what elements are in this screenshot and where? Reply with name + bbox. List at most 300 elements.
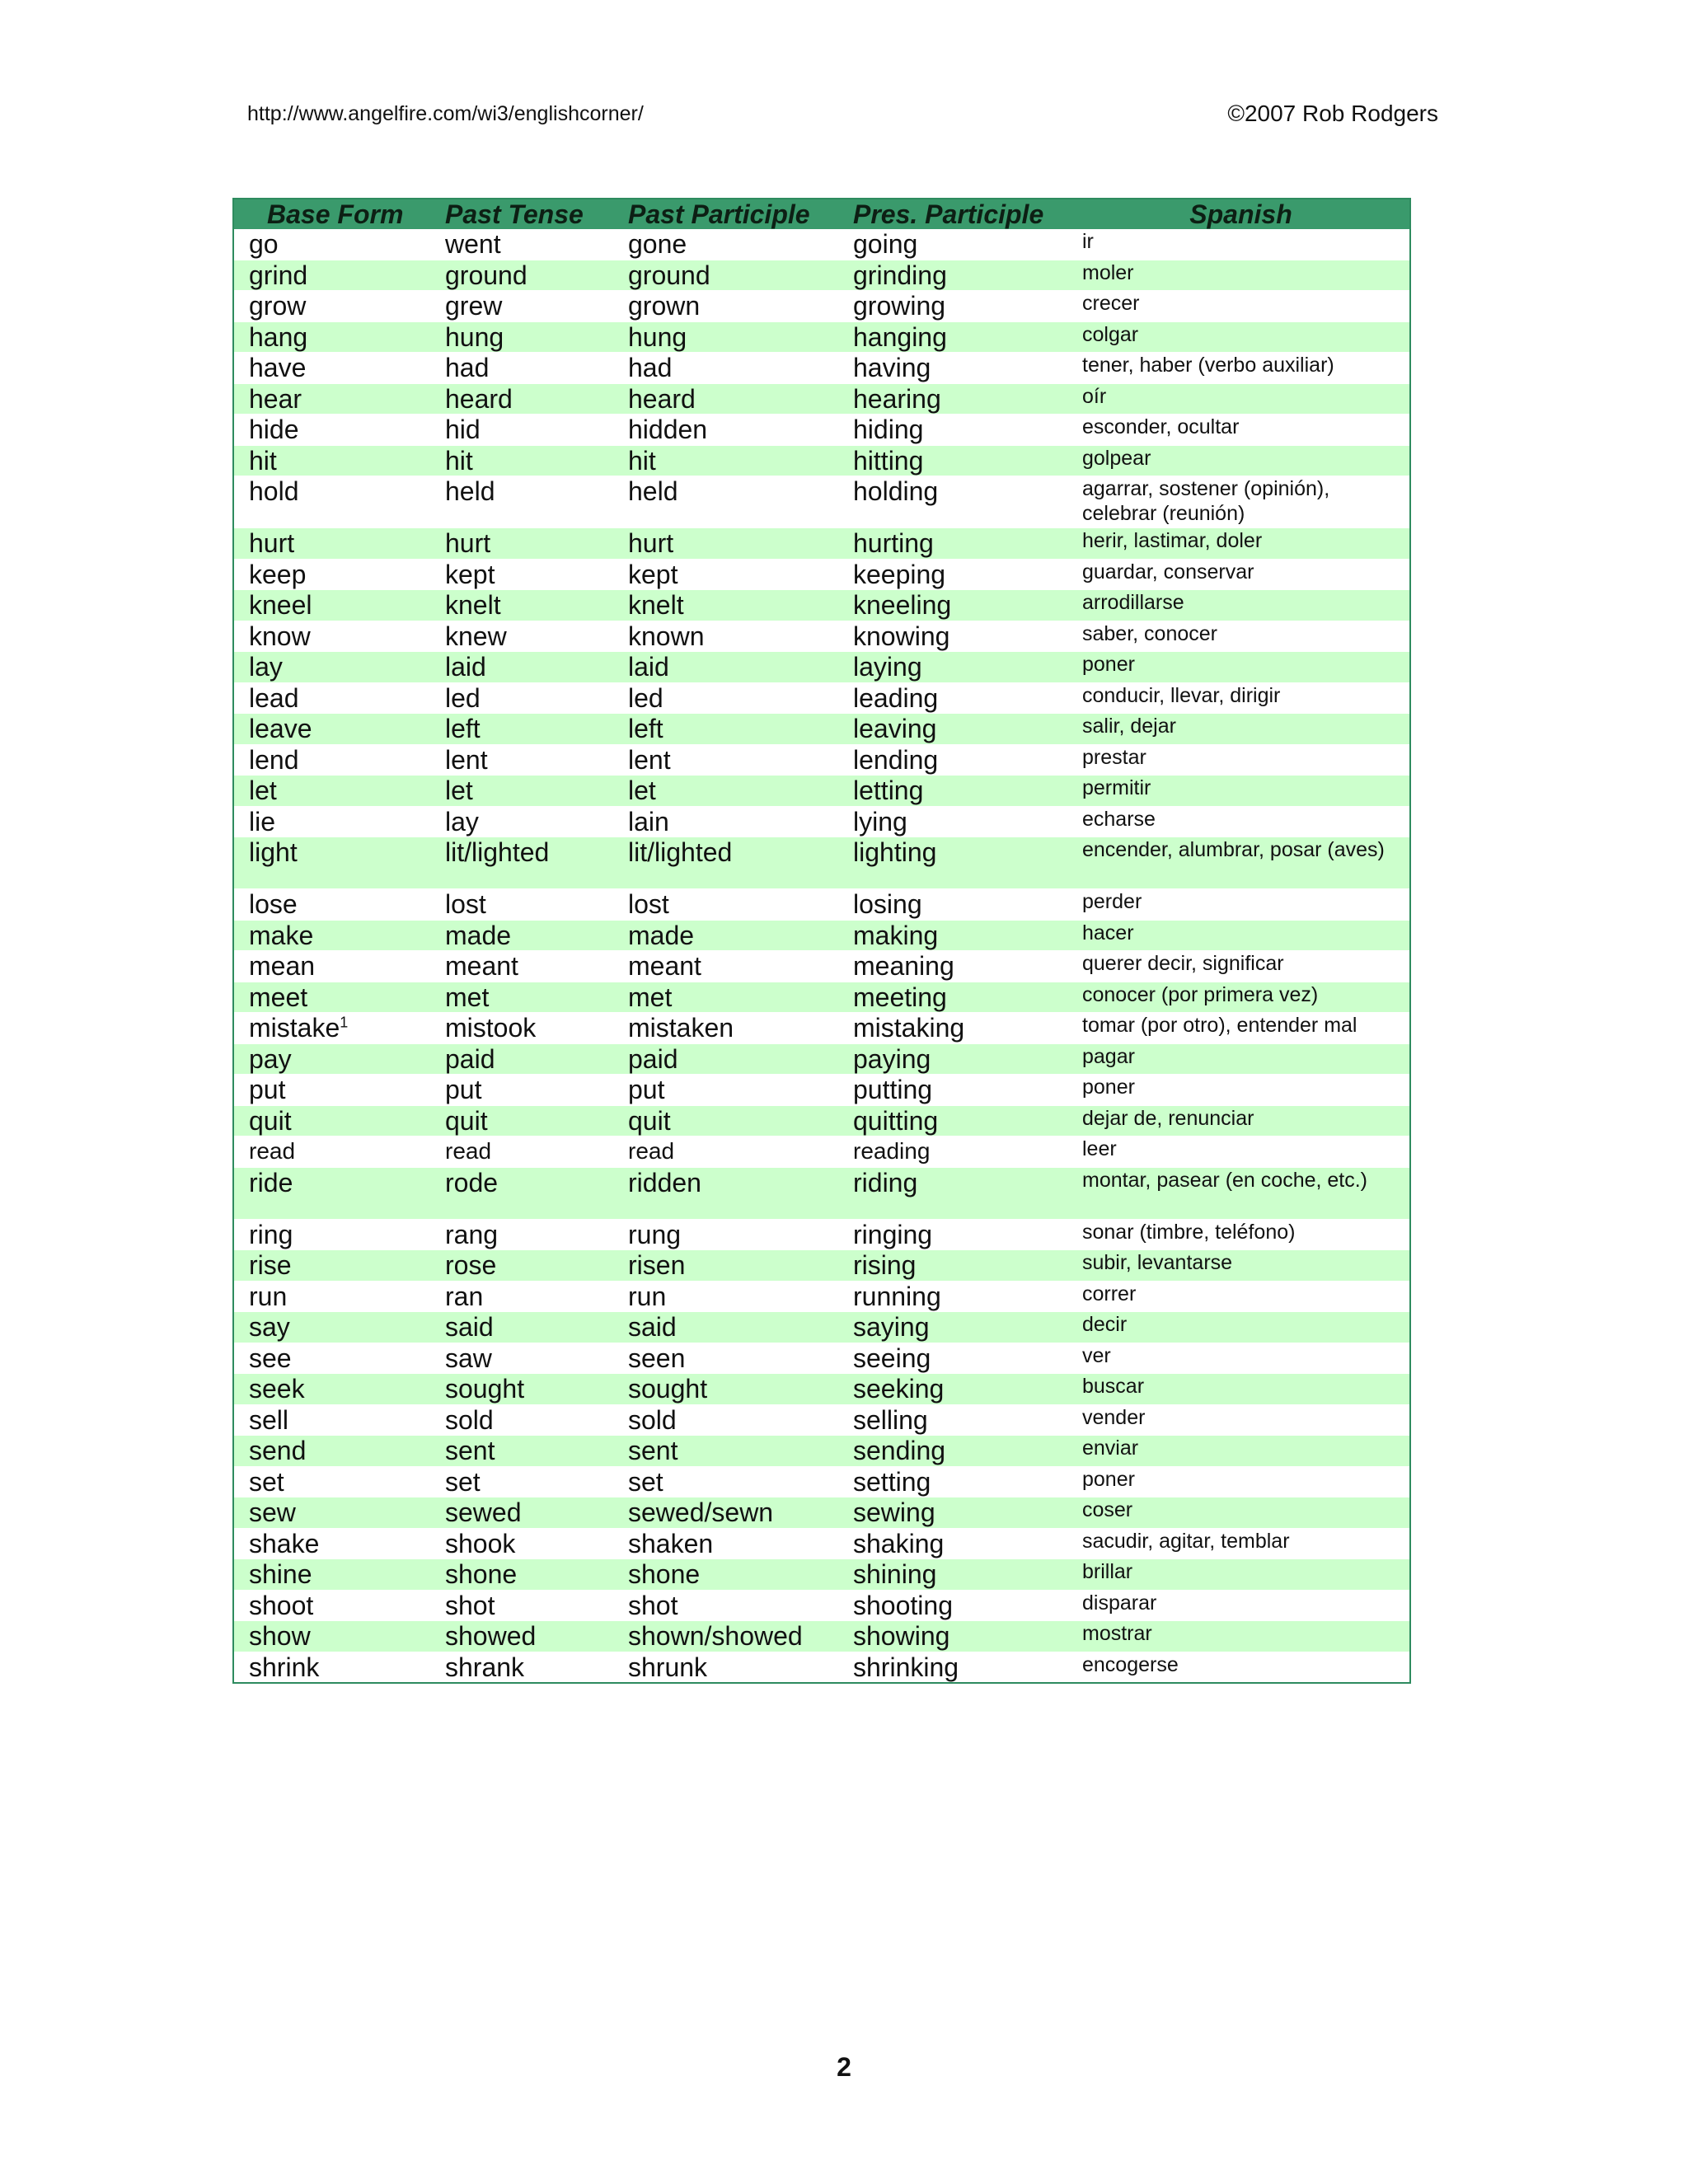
cell-text: sell — [249, 1404, 289, 1435]
base-form-cell — [233, 1404, 435, 1436]
cell-text: left — [445, 714, 481, 743]
cell-text: dejar de, renunciar — [1082, 1106, 1254, 1130]
present-participle-cell — [843, 889, 1072, 921]
cell-text: poner — [1082, 1076, 1135, 1099]
past-tense-cell — [435, 1167, 618, 1219]
cell-text: had — [628, 353, 673, 382]
cell-text: enviar — [1082, 1436, 1139, 1460]
cell-text: lose — [249, 889, 298, 919]
cell-text: colgar — [1082, 322, 1139, 346]
table-row — [233, 1105, 1410, 1137]
column-header-present-participle: Pres. Participle — [843, 199, 1072, 229]
past-tense-cell — [435, 1137, 618, 1168]
cell-text: put — [628, 1075, 665, 1104]
table-row — [233, 920, 1410, 951]
cell-text: lead — [249, 682, 299, 713]
cell-text: grow — [249, 291, 307, 321]
present-participle-cell — [843, 1043, 1072, 1075]
base-form-cell — [233, 1075, 435, 1106]
past-participle-cell — [618, 621, 843, 652]
cell-text: led — [445, 682, 481, 713]
spanish-cell — [1072, 1528, 1410, 1559]
cell-text: lost — [628, 889, 669, 919]
past-participle-cell — [618, 744, 843, 776]
past-participle-cell — [618, 889, 843, 921]
base-form-cell — [233, 621, 435, 652]
cell-text: grew — [445, 291, 503, 321]
cell-text: leaving — [853, 714, 937, 743]
past-tense-cell — [435, 590, 618, 621]
cell-text: hurt — [445, 528, 491, 558]
cell-text: lain — [628, 806, 669, 837]
cell-text: send — [249, 1436, 307, 1465]
base-form-cell — [233, 559, 435, 590]
table-row — [233, 1559, 1410, 1591]
spanish-cell — [1072, 920, 1410, 951]
cell-text: let — [249, 776, 277, 805]
footnote-marker: 1 — [340, 1014, 349, 1031]
cell-text: lent — [445, 744, 488, 775]
cell-text: seek — [249, 1374, 305, 1404]
table-row — [233, 889, 1410, 921]
cell-text: risen — [628, 1250, 686, 1280]
cell-text: hurt — [628, 528, 674, 558]
past-participle-cell — [618, 321, 843, 353]
past-tense-cell — [435, 321, 618, 353]
cell-text: leer — [1082, 1137, 1117, 1160]
table-row — [233, 476, 1410, 528]
cell-text: kneel — [249, 590, 312, 620]
cell-text: shrunk — [628, 1652, 708, 1682]
present-participle-cell — [843, 229, 1072, 260]
spanish-cell — [1072, 1559, 1410, 1591]
spanish-cell — [1072, 291, 1410, 322]
table-row — [233, 1281, 1410, 1312]
cell-text: shrinking — [853, 1652, 959, 1682]
table-row — [233, 528, 1410, 560]
column-header-past-tense: Past Tense — [435, 199, 618, 229]
present-participle-cell — [843, 682, 1072, 714]
cell-text: hide — [249, 415, 299, 444]
cell-text: know — [249, 621, 311, 651]
cell-text: shook — [445, 1528, 516, 1558]
cell-text: showed — [445, 1621, 537, 1651]
cell-text: sought — [628, 1374, 708, 1404]
table-row — [233, 291, 1410, 322]
cell-text: mistaking — [853, 1013, 965, 1043]
cell-text: selling — [853, 1404, 928, 1435]
past-participle-cell — [618, 982, 843, 1013]
cell-text: pagar — [1082, 1044, 1135, 1068]
spanish-cell — [1072, 1043, 1410, 1075]
cell-text: seen — [628, 1343, 686, 1373]
table-row — [233, 1621, 1410, 1652]
past-participle-cell — [618, 1436, 843, 1467]
present-participle-cell — [843, 1559, 1072, 1591]
cell-text: shot — [445, 1590, 495, 1620]
cell-text: ridden — [628, 1167, 701, 1197]
past-tense-cell — [435, 1043, 618, 1075]
cell-text: rise — [249, 1250, 292, 1280]
cell-text: run — [249, 1281, 288, 1311]
past-participle-cell — [618, 1043, 843, 1075]
past-participle-cell — [618, 837, 843, 889]
present-participle-cell — [843, 621, 1072, 652]
table-row — [233, 652, 1410, 683]
cell-text: kept — [628, 559, 678, 589]
present-participle-cell — [843, 590, 1072, 621]
cell-text: let — [445, 776, 473, 805]
past-participle-cell — [618, 415, 843, 446]
base-form-cell — [233, 590, 435, 621]
cell-text: make — [249, 920, 314, 950]
past-tense-cell — [435, 528, 618, 560]
table-row — [233, 1167, 1410, 1219]
cell-text: hanging — [853, 321, 947, 352]
present-participle-cell — [843, 652, 1072, 683]
table-row — [233, 837, 1410, 889]
cell-text: grind — [249, 260, 308, 290]
column-header-base-form: Base Form — [233, 199, 435, 229]
past-participle-cell — [618, 229, 843, 260]
past-tense-cell — [435, 1075, 618, 1106]
table-row — [233, 353, 1410, 384]
cell-text: montar, pasear (en coche, etc.) — [1082, 1168, 1368, 1192]
cell-text: went — [445, 229, 501, 259]
past-tense-cell — [435, 982, 618, 1013]
cell-text: conocer (por primera vez) — [1082, 982, 1319, 1006]
spanish-cell — [1072, 1436, 1410, 1467]
present-participle-cell — [843, 1466, 1072, 1497]
cell-text: brillar — [1082, 1560, 1133, 1583]
cell-text: shine — [249, 1559, 312, 1589]
cell-text: making — [853, 920, 939, 950]
cell-text: let — [628, 776, 656, 805]
table-row — [233, 806, 1410, 837]
base-form-cell — [233, 353, 435, 384]
cell-text: reading — [853, 1138, 931, 1164]
spanish-cell — [1072, 1497, 1410, 1529]
present-participle-cell — [843, 528, 1072, 560]
table-row — [233, 982, 1410, 1013]
base-form-cell — [233, 1250, 435, 1282]
base-form-cell — [233, 1167, 435, 1219]
past-tense-cell — [435, 1013, 618, 1044]
cell-text: hidden — [628, 415, 708, 444]
past-tense-cell — [435, 1250, 618, 1282]
base-form-cell — [233, 889, 435, 921]
past-tense-cell — [435, 1343, 618, 1374]
base-form-cell — [233, 682, 435, 714]
table-row — [233, 1075, 1410, 1106]
cell-text: mean — [249, 951, 316, 981]
cell-text: rode — [445, 1167, 499, 1197]
cell-text: lie — [249, 806, 276, 837]
past-tense-cell — [435, 1497, 618, 1529]
spanish-cell — [1072, 621, 1410, 652]
spanish-cell — [1072, 982, 1410, 1013]
cell-text: agarrar, sostener (opinión), celebrar (reunión) — [1082, 477, 1330, 525]
cell-text: encogerse — [1082, 1652, 1179, 1676]
cell-text: crecer — [1082, 292, 1140, 315]
table-row — [233, 1343, 1410, 1374]
table-row — [233, 321, 1410, 353]
cell-text: see — [249, 1343, 292, 1373]
spanish-cell — [1072, 559, 1410, 590]
cell-text: having — [853, 353, 931, 382]
table-row — [233, 1590, 1410, 1621]
past-participle-cell — [618, 559, 843, 590]
cell-text: had — [445, 353, 490, 382]
cell-text: leave — [249, 714, 312, 743]
cell-text: sewed/sewn — [628, 1497, 774, 1527]
cell-text: sacudir, agitar, temblar — [1082, 1529, 1290, 1553]
base-form-cell — [233, 1621, 435, 1652]
cell-text: mistake — [249, 1013, 340, 1043]
base-form-cell — [233, 837, 435, 889]
cell-text: hung — [445, 321, 504, 352]
base-form-cell — [233, 1105, 435, 1137]
spanish-cell — [1072, 1374, 1410, 1405]
cell-text: rang — [445, 1219, 499, 1249]
table-row — [233, 682, 1410, 714]
cell-text: sent — [445, 1436, 495, 1465]
cell-text: letting — [853, 776, 924, 805]
cell-text: lay — [445, 806, 479, 837]
past-tense-cell — [435, 837, 618, 889]
cell-text: read — [628, 1138, 675, 1164]
past-participle-cell — [618, 528, 843, 560]
past-participle-cell — [618, 291, 843, 322]
present-participle-cell — [843, 920, 1072, 951]
cell-text: ver — [1082, 1343, 1111, 1367]
cell-text: hitting — [853, 445, 924, 476]
base-form-cell — [233, 982, 435, 1013]
cell-text: hit — [445, 445, 473, 476]
cell-text: run — [628, 1281, 667, 1311]
base-form-cell — [233, 652, 435, 683]
cell-text: permitir — [1082, 776, 1151, 799]
spanish-cell — [1072, 1621, 1410, 1652]
table-row — [233, 559, 1410, 590]
base-form-cell — [233, 1374, 435, 1405]
base-form-cell — [233, 1013, 435, 1044]
cell-text: read — [249, 1138, 296, 1164]
cell-text: sew — [249, 1497, 296, 1527]
table-row — [233, 383, 1410, 415]
cell-text: lost — [445, 889, 486, 919]
present-participle-cell — [843, 1590, 1072, 1621]
base-form-cell — [233, 806, 435, 837]
cell-text: kept — [445, 559, 495, 589]
base-form-cell — [233, 1528, 435, 1559]
cell-text: mistaken — [628, 1013, 734, 1043]
past-participle-cell — [618, 1590, 843, 1621]
cell-text: shrank — [445, 1652, 525, 1682]
present-participle-cell — [843, 1075, 1072, 1106]
table-row — [233, 1374, 1410, 1405]
spanish-cell — [1072, 1590, 1410, 1621]
base-form-cell — [233, 528, 435, 560]
present-participle-cell — [843, 1013, 1072, 1044]
present-participle-cell — [843, 1250, 1072, 1282]
present-participle-cell — [843, 260, 1072, 291]
present-participle-cell — [843, 1219, 1072, 1250]
cell-text: subir, levantarse — [1082, 1251, 1233, 1274]
table-row — [233, 621, 1410, 652]
present-participle-cell — [843, 1343, 1072, 1374]
past-tense-cell — [435, 353, 618, 384]
past-tense-cell — [435, 415, 618, 446]
cell-text: go — [249, 229, 279, 259]
cell-text: grinding — [853, 260, 947, 290]
cell-text: ground — [445, 260, 528, 290]
cell-text: meant — [445, 951, 518, 981]
present-participle-cell — [843, 321, 1072, 353]
cell-text: hurt — [249, 528, 295, 558]
cell-text: shake — [249, 1528, 320, 1558]
base-form-cell — [233, 476, 435, 528]
spanish-cell — [1072, 682, 1410, 714]
table-row — [233, 1436, 1410, 1467]
spanish-cell — [1072, 1219, 1410, 1250]
past-participle-cell — [618, 445, 843, 476]
past-participle-cell — [618, 1559, 843, 1591]
cell-text: buscar — [1082, 1375, 1145, 1398]
cell-text: rung — [628, 1219, 682, 1249]
cell-text: ring — [249, 1219, 293, 1249]
past-tense-cell — [435, 383, 618, 415]
cell-text: going — [853, 229, 918, 259]
cell-text: sewing — [853, 1497, 935, 1527]
cell-text: hid — [445, 415, 481, 444]
spanish-cell — [1072, 1013, 1410, 1044]
table-row — [233, 951, 1410, 982]
present-participle-cell — [843, 1436, 1072, 1467]
cell-text: oír — [1082, 384, 1107, 408]
cell-text: keeping — [853, 559, 946, 589]
cell-text: light — [249, 837, 298, 867]
past-tense-cell — [435, 1528, 618, 1559]
present-participle-cell — [843, 1105, 1072, 1137]
table-row — [233, 415, 1410, 446]
cell-text: quit — [445, 1105, 488, 1136]
cell-text: known — [628, 621, 705, 651]
cell-text: riding — [853, 1167, 918, 1197]
cell-text: quitting — [853, 1105, 939, 1136]
spanish-cell — [1072, 1466, 1410, 1497]
spanish-cell — [1072, 383, 1410, 415]
spanish-cell — [1072, 415, 1410, 446]
past-participle-cell — [618, 383, 843, 415]
spanish-cell — [1072, 1075, 1410, 1106]
cell-text: shaken — [628, 1528, 714, 1558]
past-tense-cell — [435, 1105, 618, 1137]
cell-text: sewed — [445, 1497, 522, 1527]
spanish-cell — [1072, 229, 1410, 260]
spanish-cell — [1072, 776, 1410, 807]
present-participle-cell — [843, 951, 1072, 982]
cell-text: sold — [445, 1404, 494, 1435]
table-row — [233, 1497, 1410, 1529]
cell-text: guardar, conservar — [1082, 560, 1254, 583]
present-participle-cell — [843, 1497, 1072, 1529]
cell-text: quit — [249, 1105, 292, 1136]
cell-text: left — [628, 714, 663, 743]
table-row — [233, 229, 1410, 260]
past-participle-cell — [618, 806, 843, 837]
spanish-cell — [1072, 321, 1410, 353]
past-tense-cell — [435, 621, 618, 652]
cell-text: saw — [445, 1343, 492, 1373]
cell-text: rising — [853, 1250, 917, 1280]
past-tense-cell — [435, 1436, 618, 1467]
past-participle-cell — [618, 920, 843, 951]
cell-text: losing — [853, 889, 922, 919]
spanish-cell — [1072, 260, 1410, 291]
cell-text: decir — [1082, 1313, 1128, 1336]
cell-text: paid — [628, 1043, 678, 1074]
cell-text: sold — [628, 1404, 677, 1435]
base-form-cell — [233, 415, 435, 446]
past-participle-cell — [618, 1137, 843, 1168]
past-participle-cell — [618, 353, 843, 384]
base-form-cell — [233, 1590, 435, 1621]
present-participle-cell — [843, 714, 1072, 745]
cell-text: knelt — [628, 590, 684, 620]
spanish-cell — [1072, 1343, 1410, 1374]
past-participle-cell — [618, 1219, 843, 1250]
cell-text: knew — [445, 621, 507, 651]
past-tense-cell — [435, 682, 618, 714]
base-form-cell — [233, 383, 435, 415]
cell-text: lit/lighted — [628, 837, 733, 867]
irregular-verbs-table — [232, 198, 1411, 1684]
past-tense-cell — [435, 1590, 618, 1621]
past-tense-cell — [435, 1219, 618, 1250]
cell-text: mistook — [445, 1013, 537, 1043]
present-participle-cell — [843, 1404, 1072, 1436]
present-participle-cell — [843, 1167, 1072, 1219]
cell-text: hacer — [1082, 921, 1134, 944]
cell-text: herir, lastimar, doler — [1082, 529, 1263, 552]
cell-text: conducir, llevar, dirigir — [1082, 683, 1281, 707]
cell-text: saying — [853, 1312, 930, 1342]
past-tense-cell — [435, 1652, 618, 1683]
cell-text: hang — [249, 321, 308, 352]
past-participle-cell — [618, 1652, 843, 1683]
present-participle-cell — [843, 476, 1072, 528]
past-participle-cell — [618, 1466, 843, 1497]
cell-text: met — [445, 982, 490, 1012]
cell-text: prestar — [1082, 745, 1146, 769]
past-tense-cell — [435, 744, 618, 776]
past-tense-cell — [435, 476, 618, 528]
table-row — [233, 445, 1410, 476]
cell-text: seeking — [853, 1374, 945, 1404]
cell-text: shone — [628, 1559, 701, 1589]
table-row — [233, 1652, 1410, 1683]
cell-text: encender, alumbrar, posar (aves) — [1082, 838, 1385, 861]
base-form-cell — [233, 1466, 435, 1497]
past-tense-cell — [435, 1374, 618, 1405]
cell-text: saber, conocer — [1082, 621, 1217, 645]
past-tense-cell — [435, 1621, 618, 1652]
base-form-cell — [233, 920, 435, 951]
past-participle-cell — [618, 1312, 843, 1343]
spanish-cell — [1072, 889, 1410, 921]
cell-text: shrink — [249, 1652, 320, 1682]
